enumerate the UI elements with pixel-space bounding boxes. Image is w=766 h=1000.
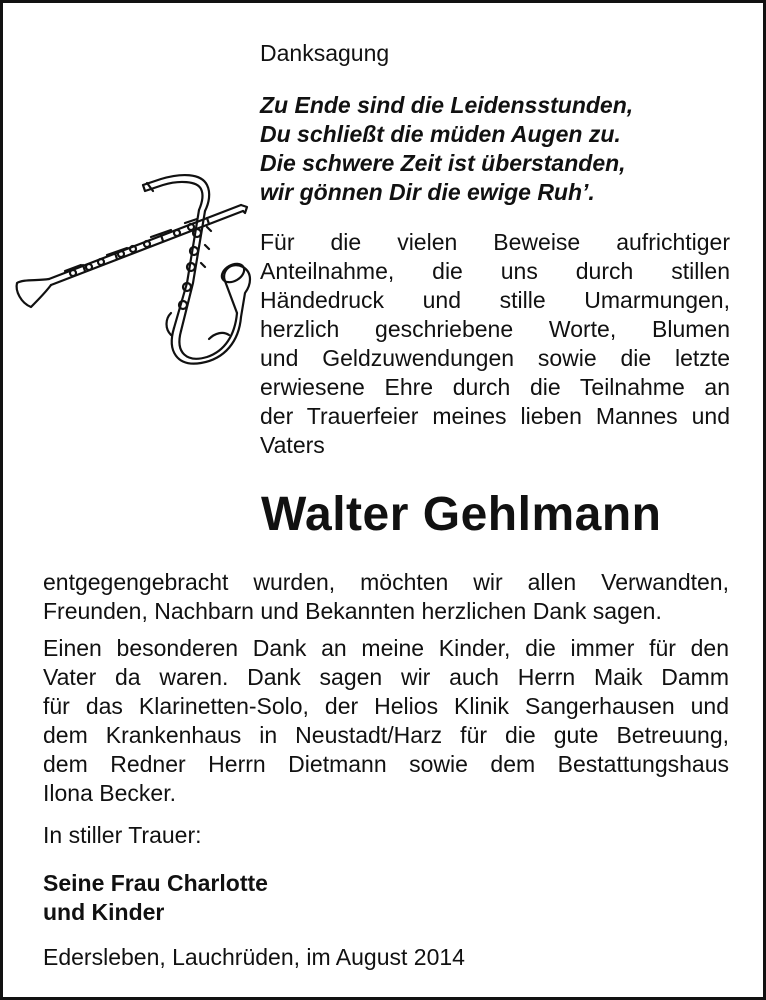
body-line: dem Redner Herrn Dietmann sowie dem Bestattungshaus [43, 751, 729, 777]
saxophone-icon [143, 175, 250, 364]
intro-line: Händedruck und stille Umarmungen, [260, 287, 730, 313]
body-line: dem Krankenhaus in Neustadt/Harz für die gute Betreuung, [43, 722, 729, 748]
signature [43, 869, 268, 927]
poem-line: wir gönnen Dir die ewige Ruh’. [260, 179, 595, 205]
heading: Danksagung [260, 40, 390, 66]
deceased-name: Walter Gehlmann [261, 488, 662, 541]
poem [260, 91, 633, 207]
body-line: für das Klarinetten-Solo, der Helios Klinik Sangerhausen und [43, 693, 729, 719]
body-line: Ilona Becker. [43, 780, 176, 806]
signature-line: Seine Frau Charlotte [43, 870, 268, 896]
instruments-illustration [11, 163, 256, 368]
intro-line: Anteilnahme, die uns durch stillen [260, 258, 730, 284]
closing-line: In stiller Trauer: [43, 822, 202, 848]
body-text [43, 568, 729, 816]
body-line: Vater da waren. Dank sagen wir auch Herrn Maik Damm [43, 664, 729, 690]
body-line: Freunden, Nachbarn und Bekannten herzlichen Dank sagen. [43, 598, 662, 624]
body-paragraph-2 [43, 634, 729, 808]
intro-paragraph [260, 228, 730, 460]
intro-line: Für die vielen Beweise aufrichtiger [260, 229, 730, 255]
intro-line: der Trauerfeier meines lieben Mannes und [260, 403, 730, 429]
poem-line: Du schließt die müden Augen zu. [260, 121, 621, 147]
body-line: entgegengebracht wurden, möchten wir allen Verwandten, [43, 569, 729, 595]
poem-line: Die schwere Zeit ist überstanden, [260, 150, 626, 176]
poem-line: Zu Ende sind die Leidensstunden, [260, 92, 634, 118]
place-date: Edersleben, Lauchrüden, im August 2014 [43, 944, 465, 970]
signature-line: und Kinder [43, 899, 165, 925]
clarinet-icon [17, 205, 247, 307]
intro-line: herzlich geschriebene Worte, Blumen [260, 316, 730, 342]
body-paragraph-1 [43, 568, 729, 626]
body-line: Einen besonderen Dank an meine Kinder, die immer für den [43, 635, 729, 661]
intro-line: erwiesene Ehre durch die Teilnahme an [260, 374, 730, 400]
intro-line: Vaters [260, 432, 325, 458]
intro-line: und Geldzuwendungen sowie die letzte [260, 345, 730, 371]
